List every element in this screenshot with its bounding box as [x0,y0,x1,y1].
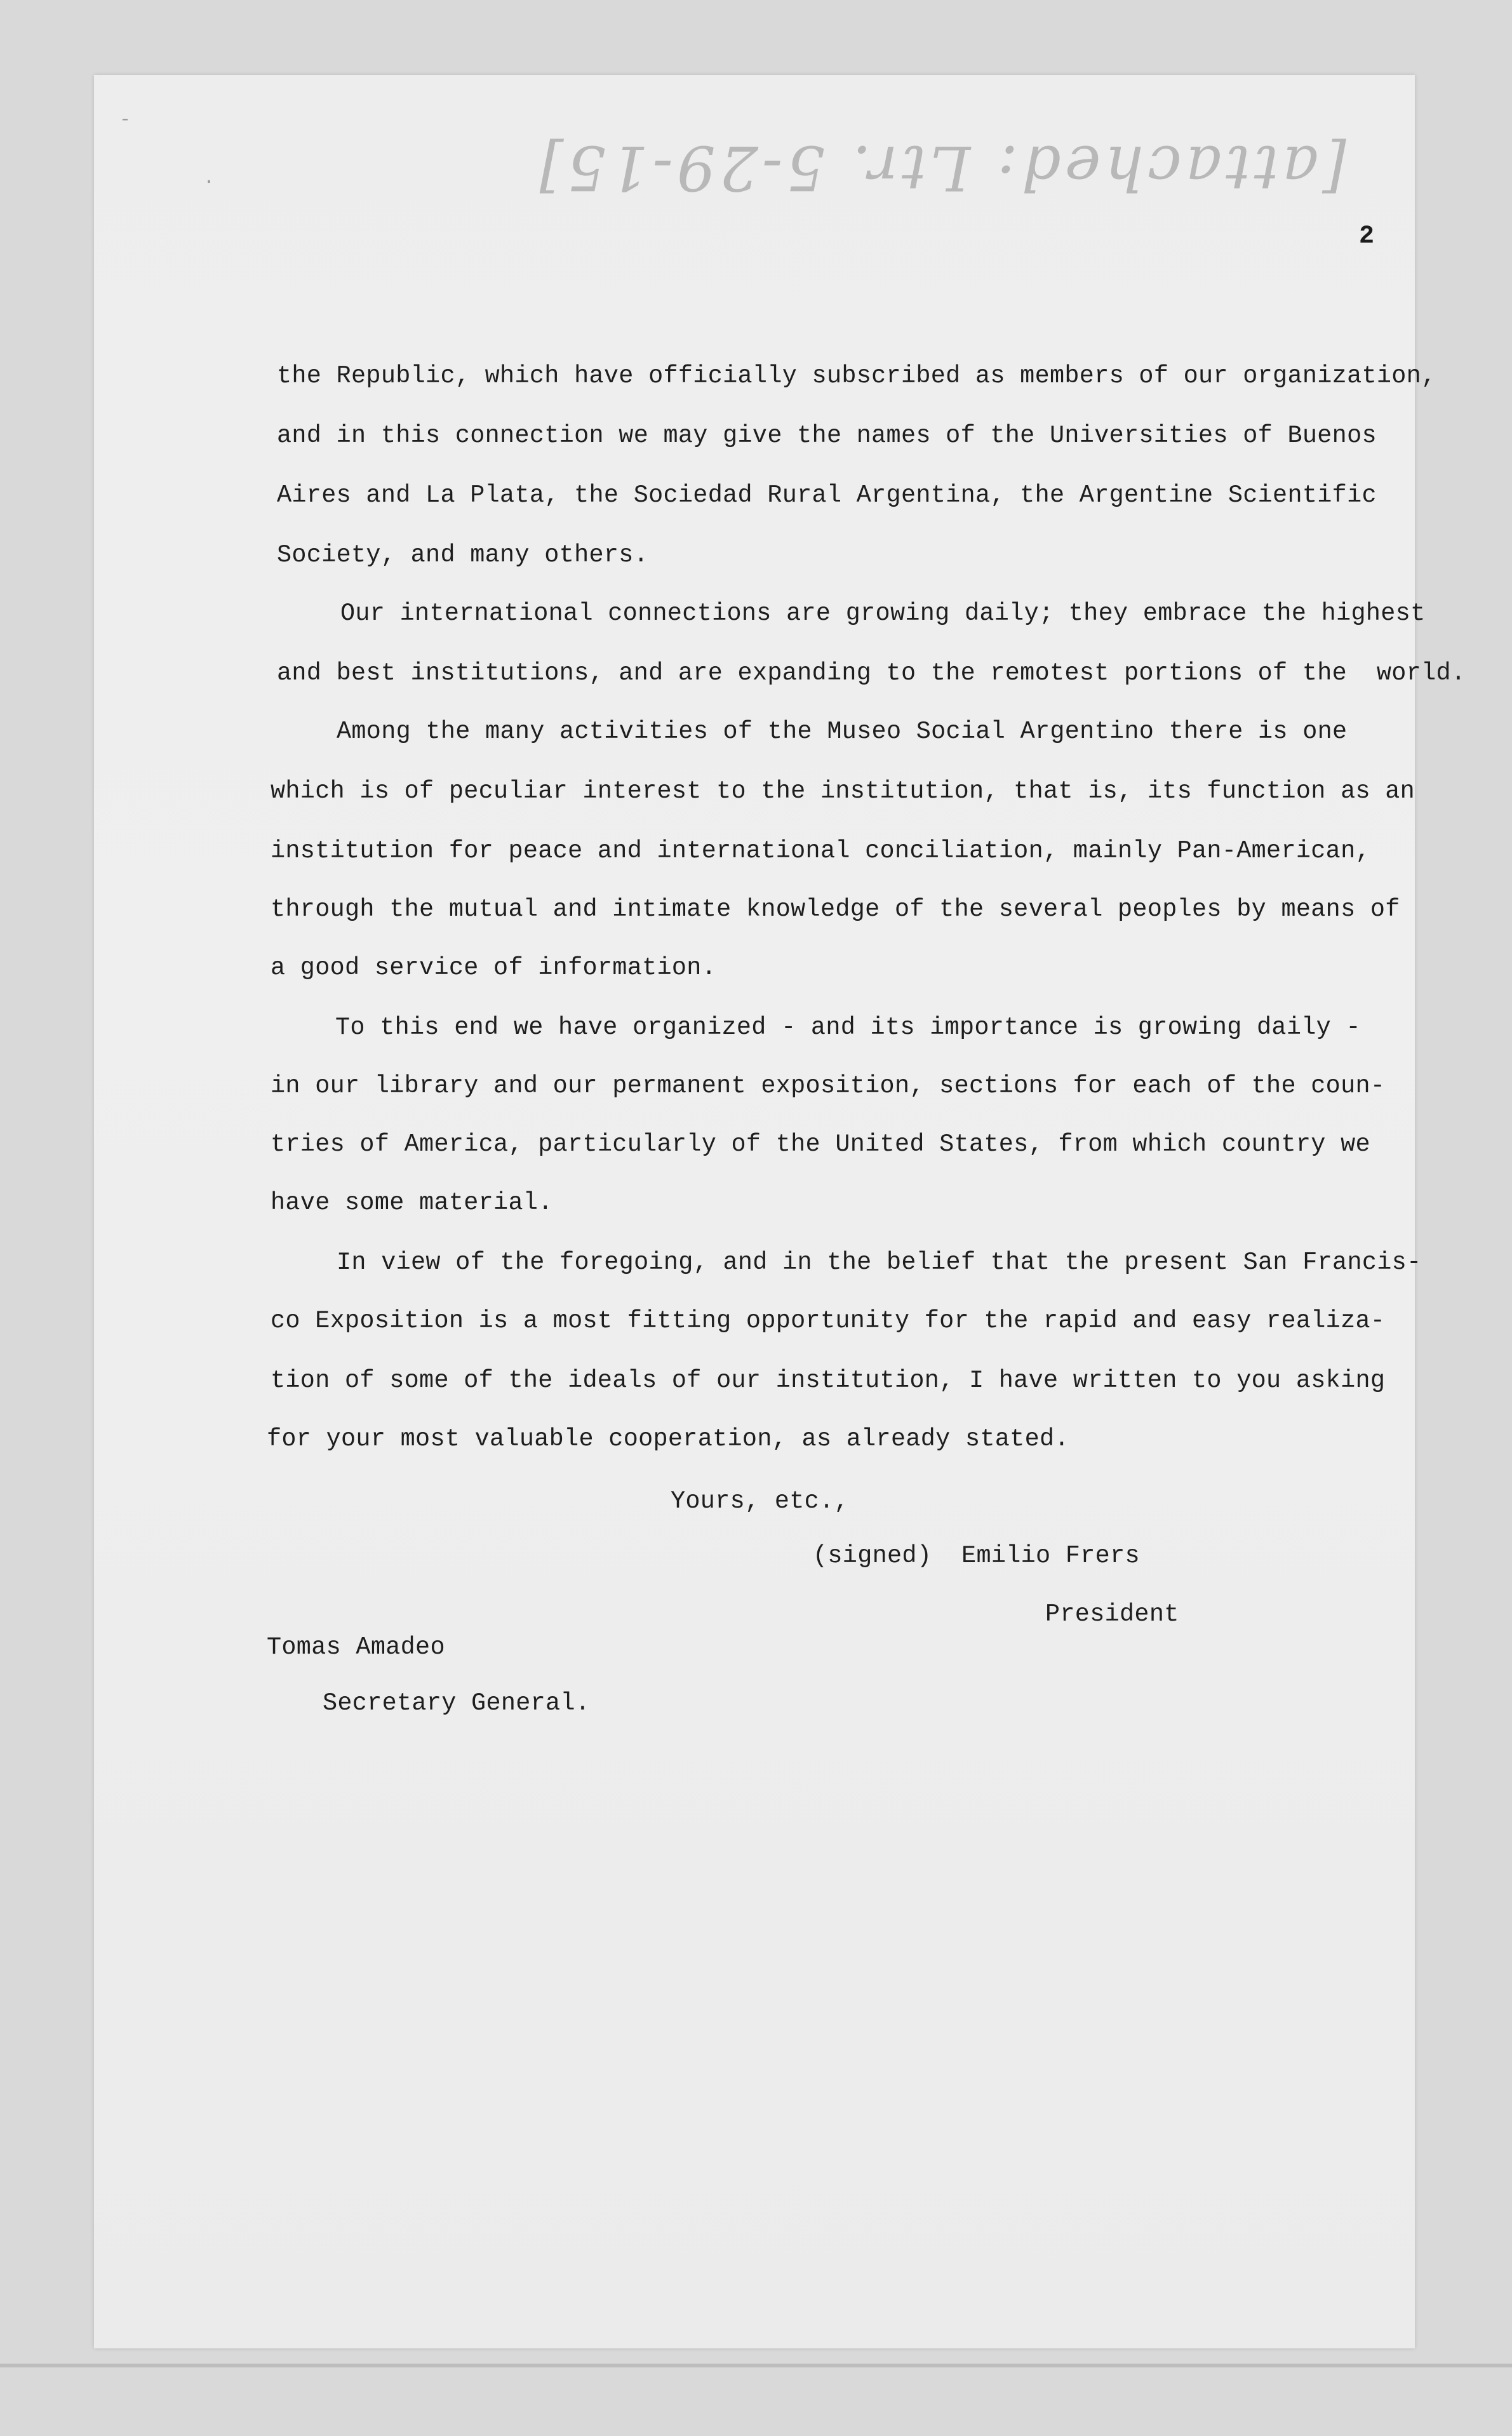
body-line: tion of some of the ideals of our institution, I have written to you asking [271,1367,1386,1395]
body-line: tries of America, particularly of the United States, from which country we [271,1130,1370,1158]
signer-title: President [1045,1600,1179,1628]
body-line: the Republic, which have officially subscribed as members of our organization, [277,362,1436,390]
page-edge [0,2364,1512,2367]
body-line: through the mutual and intimate knowledge of the several peoples by means of [271,895,1400,923]
body-line: have some material. [271,1189,553,1217]
stray-mark: - [119,109,131,131]
handwritten-note: [attached: Ltr. 5-29-15] [535,132,1346,203]
body-line: Among the many activities of the Museo Social Argentino there is one [337,718,1348,746]
body-line: in our library and our permanent exposition, sections for each of the coun- [271,1072,1386,1100]
body-line: Aires and La Plata, the Sociedad Rural Argentina, the Argentine Scientific [277,481,1377,509]
signature-line: (signed) Emilio Frers [813,1542,1140,1570]
body-line: institution for peace and international conciliation, mainly Pan-American, [271,837,1370,865]
body-line: Society, and many others. [277,541,649,569]
body-line: a good service of information. [271,954,717,982]
body-line: and in this connection we may give the names of the Universities of Buenos [277,422,1377,450]
secretary-name: Tomas Amadeo [267,1633,445,1661]
body-line: and best institutions, and are expanding to the remotest portions of the world. [277,659,1466,687]
body-line: for your most valuable cooperation, as already stated. [267,1425,1069,1453]
body-line: co Exposition is a most fitting opportunity for the rapid and easy realiza- [271,1307,1386,1335]
body-line: which is of peculiar interest to the institution, that is, its function as an [271,777,1415,805]
salutation: Yours, etc., [671,1487,849,1515]
body-line: In view of the foregoing, and in the belief that the present San Francis- [337,1248,1422,1276]
body-line: To this end we have organized - and its importance is growing daily - [335,1014,1361,1041]
secretary-title: Secretary General. [323,1689,591,1717]
stray-mark: · [203,171,215,193]
page-number: 2 [1359,222,1375,251]
body-line: Our international connections are growing daily; they embrace the highest [340,599,1426,627]
